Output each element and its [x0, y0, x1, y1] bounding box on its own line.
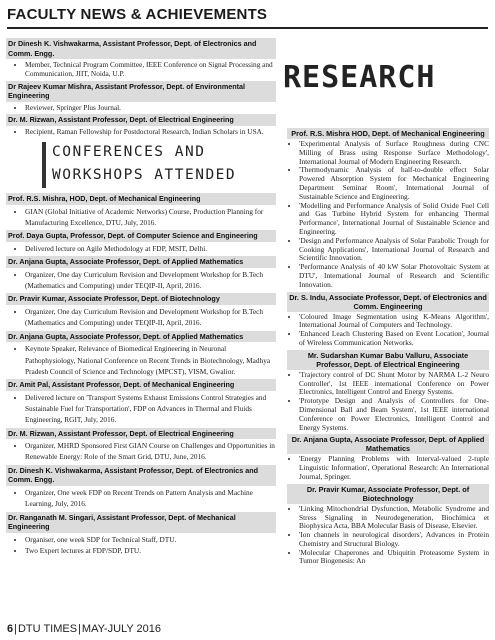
list-item: • 'Experimental Analysis of Surface Roughness during CNC Milling of Brass using Response Surface Methodology', International Journal of Modern Engineering Research.	[299, 140, 489, 166]
achievement-list	[6, 269, 276, 292]
list-item: • 'Linking Mitochondrial Dysfunction, Metabolic Syndrome and Stress Signaling in Neurodegeneration, Biochimica et Biophysica Acta, BBA Molecular Basis of Disease, Elsevier.	[299, 505, 489, 531]
list-item: • 'Molecular Chaperones and Ubiquitin Proteasome System in Tumor Biogenesis: An	[299, 549, 489, 567]
list-item: • 'Trajectory control of DC Shunt Motor by NARMA L-2 Neuro Controller', 1st IEEE international Conference on Power Electronics, Intelligent Control and Energy Systems.	[299, 371, 489, 397]
list-item: • Delivered lecture on Agile Methodology at FDP, MSIT, Delhi.	[25, 243, 276, 254]
achievement-list	[287, 371, 489, 433]
faculty-name-heading: Dr. Pravir Kumar, Associate Professor, Dept. of Biotechnology	[6, 293, 276, 305]
list-item: • Organizer, One day Curriculum Revision and Development Workshop for B.Tech (Mathematics and Computing) under TEQIP-II, April, 2016.	[25, 269, 276, 292]
faculty-name-heading: Prof. R.S. Mishra, HOD, Dept. of Mechanical Engineering	[6, 193, 276, 205]
achievement-list	[287, 140, 489, 290]
faculty-name-heading: Dr. Ranganath M. Singari, Assistant Professor, Dept. of Mechanical Engineering	[6, 512, 276, 533]
faculty-name-heading: Dr. Dinesh K. Vishwakarma, Assistant Professor, Dept. of Electronics and Comm. Engg.	[6, 465, 276, 486]
list-item: • Reviewer, Springer Plus Journal.	[25, 103, 276, 112]
achievement-list	[6, 487, 276, 510]
faculty-name-heading: Dr. Anjana Gupta, Associate Professor, Dept. of Applied Mathematics	[287, 434, 489, 454]
faculty-name-heading: Dr. Anjana Gupta, Associate Professor, Dept. of Applied Mathematics	[6, 256, 276, 268]
faculty-name-heading: Dr. Pravir Kumar, Associate Professor, Dept. of Biotechnology	[287, 484, 489, 504]
faculty-name-heading: Dr. Amit Pal, Assistant Professor, Dept. of Mechanical Engineering	[6, 379, 276, 391]
conferences-title: CONFERENCES AND WORKSHOPS ATTENDED	[52, 144, 237, 184]
achievement-list	[287, 505, 489, 567]
achievement-list	[6, 343, 276, 377]
achievement-list	[6, 534, 276, 557]
list-item: • 'Coloured Image Segmentation using K-Means Algorithm', International Journal of Computers and Technology.	[299, 313, 489, 331]
achievement-list	[6, 103, 276, 112]
list-item: • Two Expert lectures at FDP/SDP, DTU.	[25, 545, 276, 556]
list-item: • Organizer, MHRD Sponsored First GIAN Course on Challenges and Opportunities in Renewable Energy: Role of the Smart Grid, DTU, June, 2016.	[25, 440, 276, 463]
list-item: • Organizer, One week FDP on Recent Trends on Pattern Analysis and Machine Learning, July, 2016.	[25, 487, 276, 510]
research-title: RESEARCH	[283, 60, 436, 95]
list-item: • 'Design and Performance Analysis of Solar Parabolic Trough for Cooking Applications', International Journal of Research and Scientific Innovation.	[299, 237, 489, 263]
achievement-list	[6, 127, 276, 136]
right-column	[287, 128, 489, 568]
list-item: • Recipient, Raman Fellowship for Postdoctoral Research, Indian Scholars in USA.	[25, 127, 276, 136]
list-item: • Organiser, one week SDP for Technical Staff, DTU.	[25, 534, 276, 545]
research-list	[287, 128, 489, 566]
achievement-list	[6, 60, 276, 79]
issue-date: MAY-JULY 2016	[81, 623, 162, 635]
page-title: FACULTY NEWS & ACHIEVEMENTS	[7, 6, 268, 23]
faculty-name-heading: Dr. M. Rizwan, Assistant Professor, Dept. of Electrical Engineering	[6, 114, 276, 126]
list-item: • Keynote Speaker, Relevance of Biomedical Engineering in Neuronal Pathophysiology, National Conference on Recent Trends in Biotechnology, Madhya Pradesh Council of Science and Technology (MPCST), VISM, Gwalior.	[25, 343, 276, 377]
faculty-name-heading: Dr. Anjana Gupta, Associate Professor, Dept. of Applied Mathematics	[6, 331, 276, 343]
faculty-name-heading: Dr Dinesh K. Vishwakarma, Assistant Professor, Dept. of Electronics and Comm. Engg.	[6, 38, 276, 59]
faculty-name-heading: Prof. Daya Gupta, Professor, Dept. of Computer Science and Engineering	[6, 230, 276, 242]
list-item: • Delivered lecture on 'Transport Systems Exhaust Emissions Control Strategies and Sustainable Fuel for Transportation', FDP on Advances in Thermal and Fluids Engineering, RGIT, July, 2016.	[25, 392, 276, 426]
achievement-list	[6, 206, 276, 229]
faculty-name-heading: Mr. Sudarshan Kumar Babu Valluru, Associate Professor, Dept. of Electrical Engineering	[287, 350, 489, 370]
achievement-list	[287, 313, 489, 348]
left-column	[6, 38, 276, 558]
list-item: • 'Thermodynamic Analysis of half-to-double effect Solar Powered Absorption System for Mechanical Engineering Department Seminar Room', International Journal of Sustainable Science and Engineering.	[299, 166, 489, 201]
page-footer	[7, 623, 161, 635]
list-item: • 'Enhanced Leach Clustering Based on Event Location', Journal of Wireless Communication Networks.	[299, 330, 489, 348]
heading-accent-bar	[42, 142, 46, 188]
list-item: • 'Performance Analysis of 40 kW Solar Photovoltaic System at DTU', International Journal of Research and Scientific Innovation.	[299, 263, 489, 289]
conferences-list	[6, 193, 276, 556]
list-item: • 'Energy Planning Problems with Interval-valued 2-tuple Linguistic Information', Operational Research: An International Journal, Springer.	[299, 455, 489, 481]
list-item: • Member, Technical Program Committee, IEEE Conference on Signal Processing and Communication, JIIT, Noida, U.P.	[25, 60, 276, 79]
list-item: • 'Modelling and Performance Analysis of Solid Oxide Fuel Cell and Gas Turbine Hybrid System for enhancing Thermal Performance', International Journal of Sustainable Science and Engineering.	[299, 202, 489, 237]
achievement-list	[6, 440, 276, 463]
header-divider	[7, 27, 488, 29]
faculty-name-heading: Prof. R.S. Mishra HOD, Dept. of Mechanical Engineering	[287, 128, 489, 139]
page-number: 6	[7, 623, 14, 635]
achievement-list	[6, 243, 276, 254]
faculty-name-heading: Dr Rajeev Kumar Mishra, Assistant Professor, Dept. of Environmental Engineering	[6, 81, 276, 102]
footer-separator: |	[14, 623, 17, 635]
footer-separator: |	[78, 623, 81, 635]
faculty-news-list	[6, 38, 276, 136]
achievement-list	[6, 392, 276, 426]
list-item: • GIAN (Global Initiative of Academic Networks) Course, Production Planning for Manufacturing Excellence, DTU, July, 2016.	[25, 206, 276, 229]
list-item: • Organizer, One day Curriculum Revision and Development Workshop for B.Tech (Mathematics and Computing) under TEQIP-II, April, 2016.	[25, 306, 276, 329]
conferences-heading	[42, 141, 276, 187]
faculty-name-heading: Dr. M. Rizwan, Assistant Professor, Dept. of Electrical Engineering	[6, 428, 276, 440]
list-item: • 'Ion channels in neurological disorders', Advances in Protein Chemistry and Structural Biology.	[299, 531, 489, 549]
faculty-name-heading: Dr. S. Indu, Associate Professor, Dept. of Electronics and Comm. Engineering	[287, 292, 489, 312]
achievement-list	[6, 306, 276, 329]
page-header	[7, 6, 487, 23]
list-item: • 'Prototype Design and Analysis of Controllers for One-Dimensional Ball and Beam System', 1st IEEE international Conference on Power Electronics, Intelligent Control and Energy Systems.	[299, 397, 489, 432]
magazine-name: DTU TIMES	[17, 623, 78, 635]
achievement-list	[287, 455, 489, 481]
